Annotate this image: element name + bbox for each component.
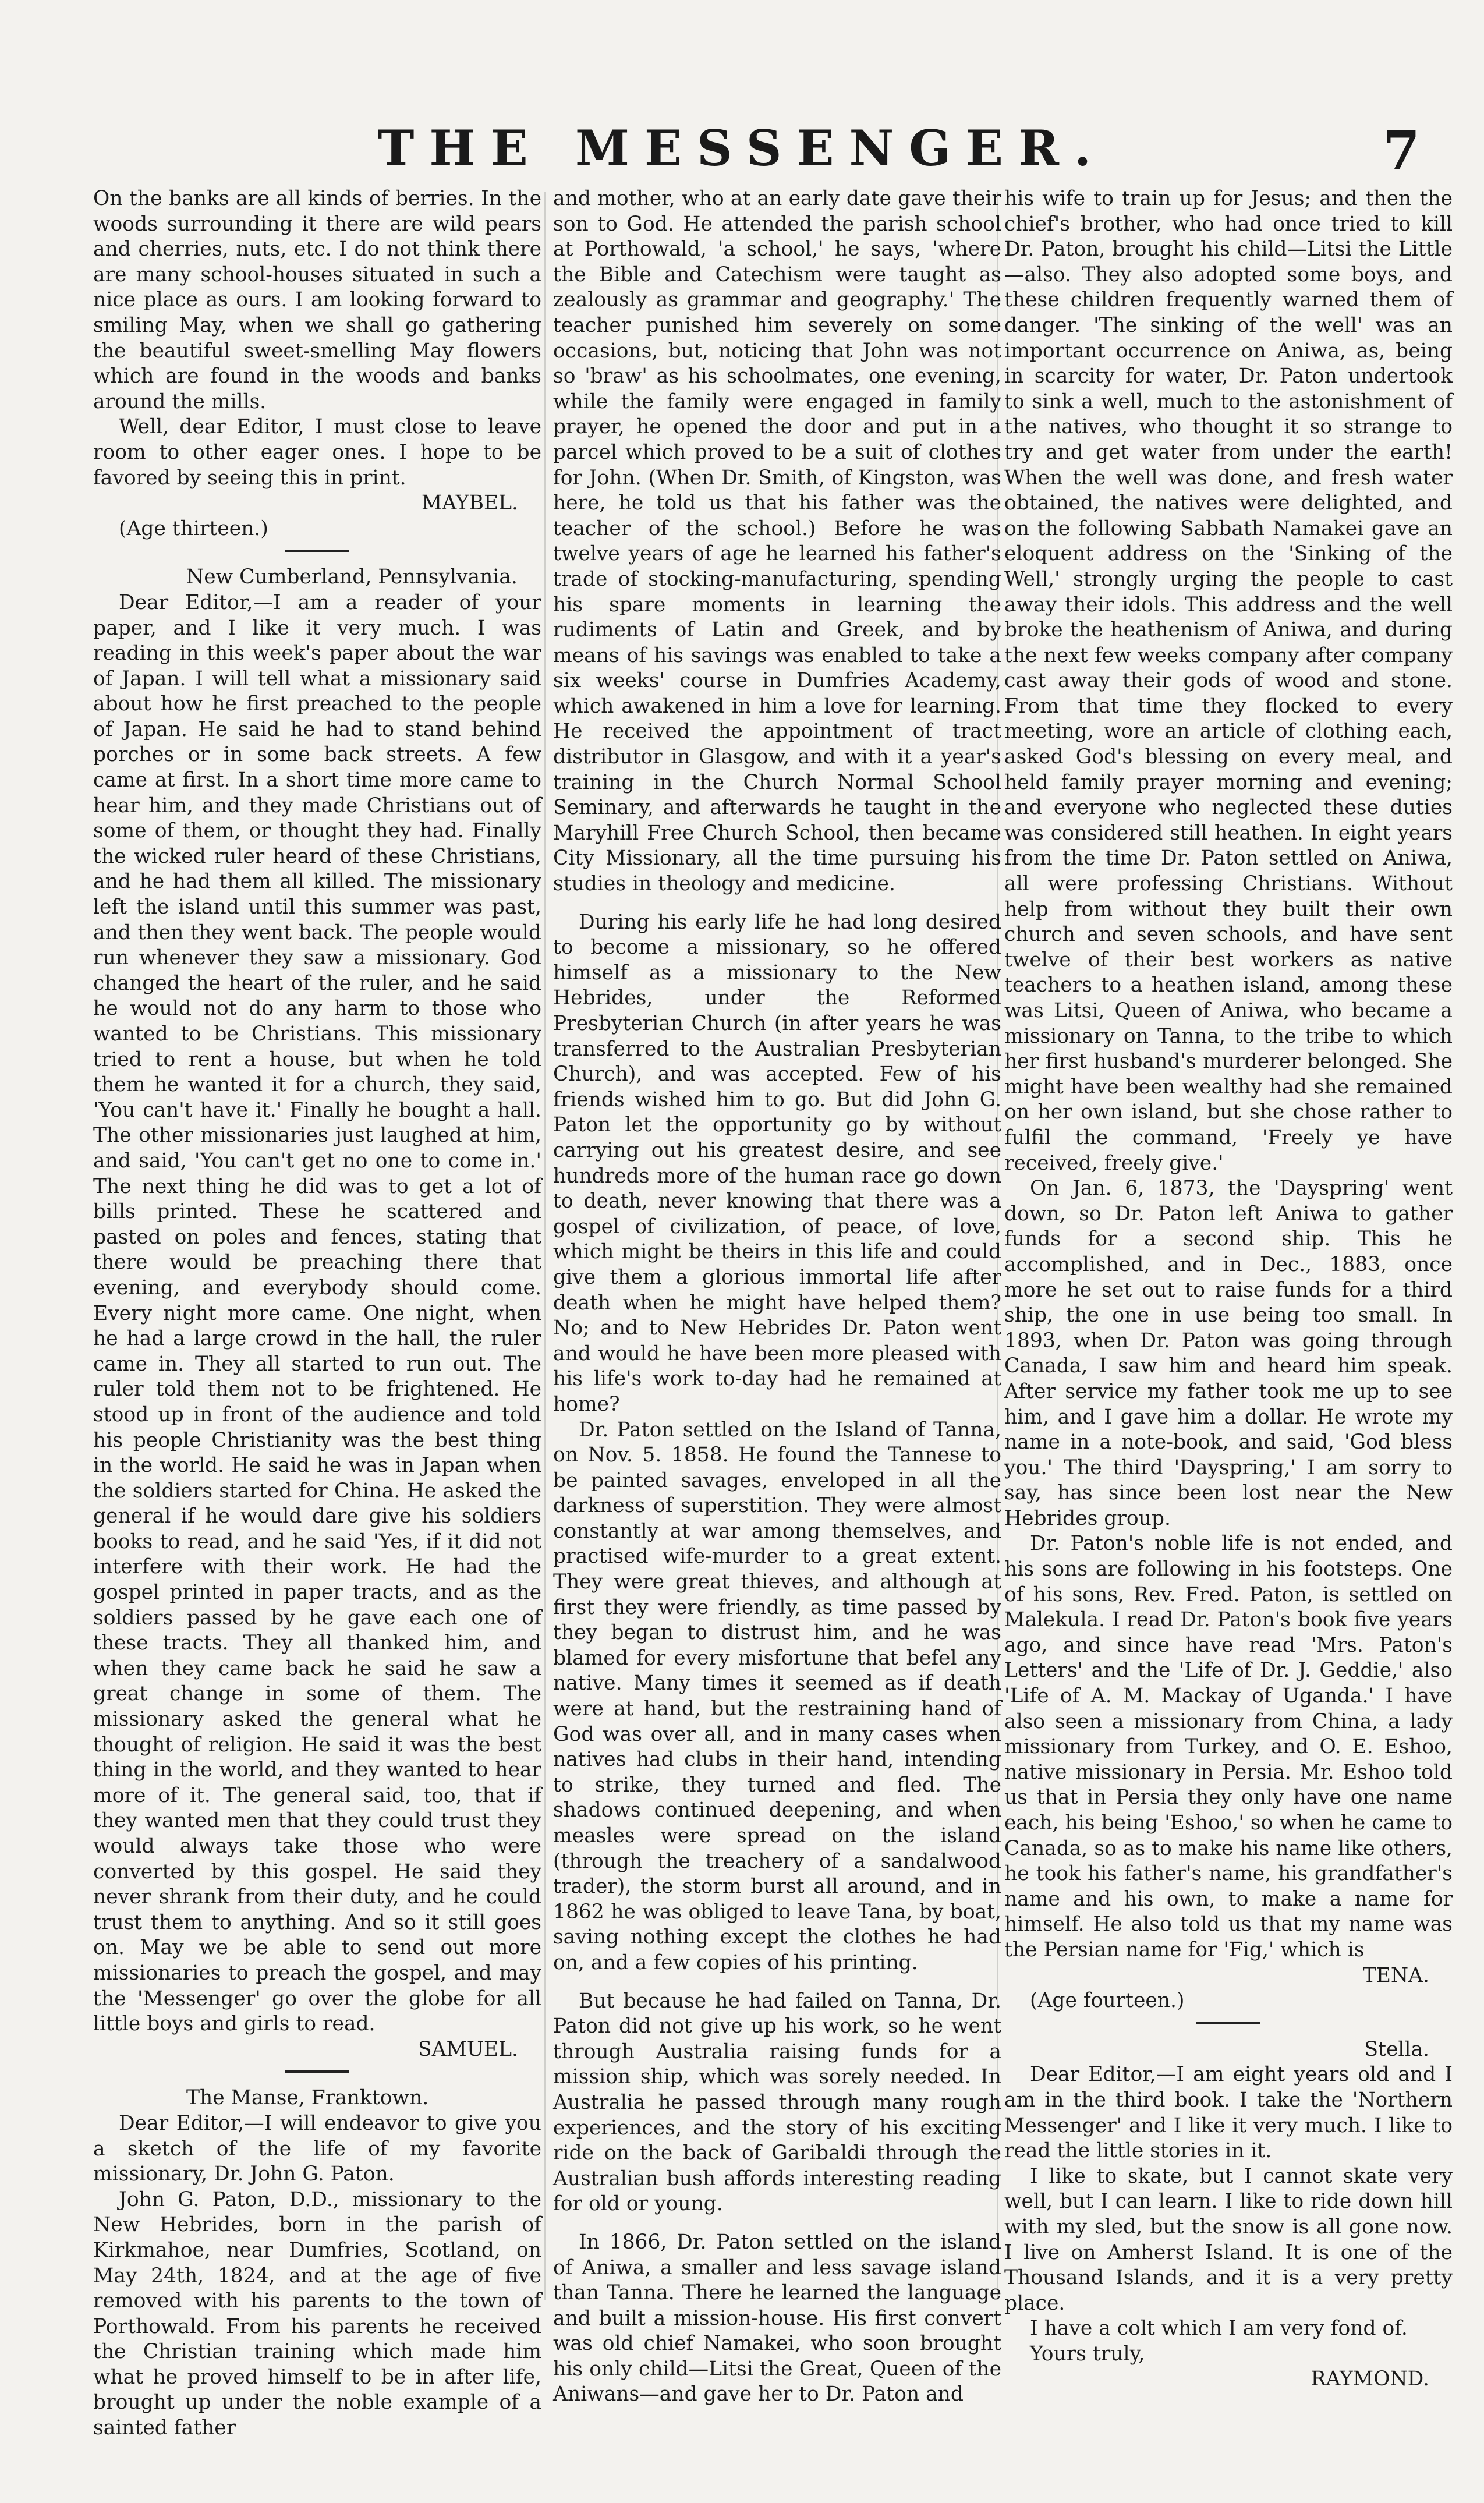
letter-paragraph: Dr. Paton settled on the Island of Tanna, on Nov. 5. 1858. He found the Tannese to be painted savages, enveloped in all the darkness of superstition. They were almost constantly at war among themselves, and practised wife-murder to a great extent. They were great thieves, and although at first they were friendly, as time passed by they began to distrust him, and he was blamed for every misfortune that befel any native. Many times it seemed as if death were at hand, but the restraining hand of God was over all, and in many cases when natives had clubs in their hand, intending to strike, they turned and fled. The shadows continued deepening, and when measles were spread on the island (through the treachery of a sandalwood trader), the storm burst all around, and in 1862 he was obliged to leave Tana, by boat, saving nothing except the clothes he had on, and a few copies of his printing. bbox=[553, 1418, 1001, 1974]
letter-paragraph: and mother, who at an early date gave their son to God. He attended the parish school at Porthowald, 'a school,' he says, 'where the Bible and Catechism were taught as zealously as grammar and geography.' The teacher punished him severely on some occasions, but, noticing that John was not so 'braw' as his schoolmates, one evening, while the family were engaged in family prayer, he opened the door and put in a parcel which proved to be a suit of clothes for John. (When Dr. Smith, of Kingston, was here, he told us that his father was the teacher of the school.) Before he was twelve years of age he learned his father's trade of stocking-manufacturing, spending his spare moments in learning the rudiments of Latin and Greek, and by means of his savings was enabled to take a six weeks' course in Dumfries Academy, which awakened in him a love for learning. He received the appointment of tract distributor in Glasgow, and with it a year's training in the Church Normal School Seminary, and afterwards he taught in the Maryhill Free Church School, then became City Missionary, all the time pursuing his studies in theology and medicine. bbox=[553, 187, 1001, 896]
letter-paragraph: In 1866, Dr. Paton settled on the island of Aniwa, a smaller and less savage island than Tanna. There he learned the language and built a mission-house. His first convert was old chief Namakei, who soon brought his only child—Litsi the Great, Queen of the Aniwans—and gave her to Dr. Paton and bbox=[553, 2230, 1001, 2406]
letter-paragraph: John G. Paton, D.D., missionary to the New Hebrides, born in the parish of Kirkmahoe, near Dumfries, Scotland, on May 24th, 1824, and at the age of five removed with his parents to the town of Porthowald. From his parents he received the Christian training which made him what he proved himself to be in after life, brought up under the noble example of a sainted father bbox=[93, 2187, 541, 2440]
letter-note: (Age fourteen.) bbox=[1030, 1989, 1185, 2013]
letter-note: (Age thirteen.) bbox=[119, 516, 268, 540]
letter-paragraph: Well, dear Editor, I must close to leave room to other eager ones. I hope to be favored by seeing this in print. bbox=[93, 415, 541, 490]
letter-paragraph: On Jan. 6, 1873, the 'Dayspring' went down, so Dr. Paton left Aniwa to gather funds for a second ship. This he accomplished, and in Dec., 1883, once more he set out to raise funds for a third ship, the one in use being too small. In 1893, when Dr. Paton was going through Canada, I saw him and heard him speak. After service my father took me up to see him, and I gave him a dollar. He wrote my name in a note-book, and said, 'God bless you.' The third 'Dayspring,' I am sorry to say, has since been lost near the New Hebrides group. bbox=[1004, 1177, 1453, 1530]
section-rule bbox=[1196, 2022, 1260, 2024]
letter-paragraph: Dr. Paton's noble life is not ended, and his sons are following in his footsteps. One of his sons, Rev. Fred. Paton, is settled on Malekula. I read Dr. Paton's book five years ago, and since have read 'Mrs. Paton's Letters' and the 'Life of Dr. J. Geddie,' also 'Life of A. M. Mackay of Uganda.' I have also seen a missionary from China, a lady missionary from Turkey, and O. E. Eshoo, native missionary in Persia. Mr. Eshoo told us that in Persia they only have one name each, his being 'Eshoo,' so when he came to Canada, so as to make his name like others, he took his father's name, his grandfather's name and his own, to make a name for himself. He also told us that my name was the Persian name for 'Fig,' which is bbox=[1004, 1532, 1453, 1962]
letter-paragraph: But because he had failed on Tanna, Dr. Paton did not give up his work, so he went through Australia raising funds for a mission ship, which was sorely needed. In Australia he passed through many rough experiences, and the story of his exciting ride on the back of Garibaldi through the Australian bush affords interesting reading for old or young. bbox=[553, 1989, 1001, 2216]
letter-signature: SAMUEL. bbox=[417, 2037, 518, 2061]
masthead bbox=[0, 119, 1484, 183]
letter-paragraph: I like to skate, but I cannot skate very well, but I can learn. I like to ride down hill with my sled, but the snow is all gone now. I live on Amherst Island. It is one of the Thousand Islands, and it is a very pretty place. bbox=[1004, 2164, 1453, 2315]
paragraph-gap bbox=[553, 1976, 1001, 1989]
column-three bbox=[1004, 186, 1453, 2392]
section-rule bbox=[285, 2070, 349, 2073]
letter-signature: MAYBEL. bbox=[421, 491, 518, 515]
letter-place: The Manse, Franktown. bbox=[186, 2086, 429, 2110]
letter-signature: TENA. bbox=[1362, 1963, 1429, 1987]
letter-place: New Cumberland, Pennsylvania. bbox=[186, 565, 518, 589]
letter-paragraph: Dear Editor,—I am eight years old and I am in the third book. I take the 'Northern Messenger' and I like it very much. I like to read the little stories in it. bbox=[1004, 2063, 1453, 2163]
paragraph-gap bbox=[553, 2217, 1001, 2230]
column-one bbox=[93, 186, 541, 2441]
masthead-title: THE MESSENGER. bbox=[377, 119, 1107, 177]
letter-paragraph: I have a colt which I am very fond of. bbox=[1030, 2317, 1408, 2341]
letter-paragraph: On the banks are all kinds of berries. In the woods surrounding it there are wild pears and cherries, nuts, etc. I do not think there are many school-houses situated in such a nice place as ours. I am looking forward to smiling May, when we shall go gathering the beautiful sweet-smelling May flowers which are found in the woods and banks around the mills. bbox=[93, 187, 541, 413]
column-divider bbox=[544, 192, 546, 2300]
letter-paragraph: During his early life he had long desired to become a missionary, so he offered himself as a missionary to the New Hebrides, under the Reformed Presbyterian Church (in after years he was transferred to the Australian Presbyterian Church), and was accepted. Few of his friends wished him to go. But did John G. Paton let the opportunity go by without carrying out his greatest desire, and see hundreds more of the human race go down to death, never knowing that there was a gospel of civilization, of peace, of love, which might be theirs in this life and could give them a glorious immortal life after death when he might have helped them? No; and to New Hebrides Dr. Paton went and would he have been more pleased with his life's work to-day had he remained at home? bbox=[553, 910, 1001, 1416]
letter-signature: Stella. bbox=[1364, 2037, 1429, 2061]
letter-note: Yours truly, bbox=[1030, 2342, 1145, 2366]
letter-signature: RAYMOND. bbox=[1311, 2367, 1429, 2391]
section-rule bbox=[285, 550, 349, 552]
paragraph-gap bbox=[553, 897, 1001, 910]
page-number: 7 bbox=[1382, 119, 1420, 182]
letter-paragraph: Dear Editor,—I am a reader of your paper, and I like it very much. I was reading in this week's paper about the war of Japan. I will tell what a missionary said about how he first preached to the people of Japan. He said he had to stand behind porches or in some back streets. A few came at first. In a short time more came to hear him, and they made Christians out of some of them, or thought they had. Finally the wicked ruler heard of these Christians, and he had them all killed. The missionary left the island until this summer was past, and then they went back. The people would run whenever they saw a missionary. God changed the heart of the ruler, and he said he would not do any harm to those who wanted to be Christians. This missionary tried to rent a house, but when he told them he wanted it for a church, they said, 'You can't have it.' Finally he bought a hall. The other missionaries just laughed at him, and said, 'You can't get no one to come in.' The next thing he did was to get a lot of bills printed. These he scattered and pasted on poles and fences, stating that there would be preaching there that evening, and everybody should come. Every night more came. One night, when he had a large crowd in the hall, the ruler came in. They all started to run out. The ruler told them not to be frightened. He stood up in front of the audience and told his people Christianity was the best thing in the world. He said he was in Japan when the soldiers started for China. He asked the general if he would dare give his soldiers books to read, and he said 'Yes, if it did not interfere with their work. He had the gospel printed in paper tracts, and as the soldiers passed by he gave each one of these tracts. They all thanked him, and when they came back he said he saw a great change in some of them. The missionary asked the general what he thought of religion. He said it was the best thing in the world, and they wanted to hear more of it. The general said, too, that if they wanted men that they could trust they would always take those who were converted by this gospel. He said they never shrank from their duty, and he could trust them to anything. And so it still goes on. May we be able to send out more missionaries to preach the gospel, and may the 'Messenger' go over the globe for all little boys and girls to read. bbox=[93, 590, 541, 2036]
letter-paragraph: Dear Editor,—I will endeavor to give you a sketch of the life of my favorite missionary, Dr. John G. Paton. bbox=[93, 2111, 541, 2186]
letter-paragraph: his wife to train up for Jesus; and then the chief's brother, who had once tried to kill Dr. Paton, brought his child—Litsi the Little—also. They also adopted some boys, and these children frequently warned them of danger. 'The sinking of the well' was an important occurrence on Aniwa, as, being in scarcity for water, Dr. Paton undertook to sink a well, much to the astonishment of the natives, who thought it so strange to try and get water from under the earth! When the well was done, and fresh water obtained, the natives were delighted, and on the following Sabbath Namakei gave an eloquent address on the 'Sinking of the Well,' strongly urging the people to cast away their idols. This address and the well broke the heathenism of Aniwa, and during the next few weeks company after company cast away their gods of wood and stone. From that time they flocked to every meeting, wore an article of clothing each, asked God's blessing on every meal, and held family prayer morning and evening; and everyone who neglected these duties was considered still heathen. In eight years from the time Dr. Paton settled on Aniwa, all were professing Christians. Without help from without they built their own church and seven schools, and have sent twelve of their best workers as native teachers to a heathen island, among these was Litsi, Queen of Aniwa, who became a missionary on Tanna, to the tribe to which her first husband's murderer belonged. She might have been wealthy had she remained on her own island, but she chose rather to fulfil the command, 'Freely ye have received, freely give.' bbox=[1004, 187, 1453, 1175]
column-two bbox=[553, 186, 1001, 2408]
